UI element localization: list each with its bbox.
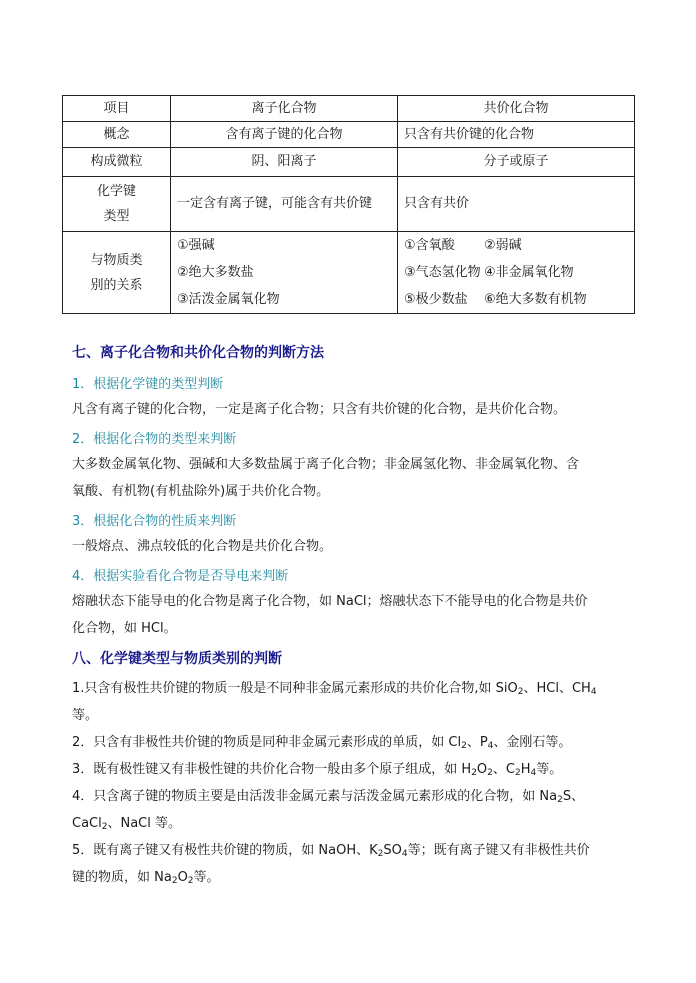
method1-title: 1．根据化学键的类型判断 bbox=[72, 377, 224, 392]
header-ionic: 离子化合物 bbox=[171, 96, 398, 122]
table-header-row bbox=[63, 96, 635, 122]
comparison-table bbox=[62, 95, 635, 314]
list-item bbox=[404, 259, 628, 286]
table-row bbox=[63, 148, 635, 177]
covalent-particles: 分子或原子 bbox=[398, 148, 635, 177]
covalent-class-5: ⑤极少数盐 bbox=[404, 292, 468, 307]
list-item: ②绝大多数盐 bbox=[177, 265, 254, 280]
list-item: ③活泼金属氧化物 bbox=[177, 292, 280, 307]
method3-title: 3．根据化合物的性质来判断 bbox=[72, 514, 237, 529]
row-label-bond-type bbox=[63, 177, 171, 232]
method4-text-line2: 化合物，如 HCl。 bbox=[72, 621, 177, 636]
covalent-class-6: ⑥绝大多数有机物 bbox=[484, 292, 587, 307]
table-row bbox=[63, 177, 635, 232]
covalent-class-list bbox=[398, 232, 635, 314]
list-item bbox=[404, 286, 628, 313]
ionic-particles: 阴、阳离子 bbox=[171, 148, 398, 177]
class-label-line1: 与物质类 bbox=[90, 252, 143, 268]
item5-line1: 5．既有离子键又有极性共价键的物质，如 NaOH、$K_2SO_4$等；既有离子键又有非极性共价 bbox=[72, 843, 590, 859]
header-item: 项目 bbox=[63, 96, 171, 122]
covalent-class-1: ①含氧酸 bbox=[404, 238, 455, 253]
list-item bbox=[404, 232, 628, 259]
method2-title: 2．根据化合物的类型来判断 bbox=[72, 432, 237, 447]
ionic-bond-type: 一定含有离子键，可能含有共价键 bbox=[171, 177, 398, 232]
list-item: ①强碱 bbox=[177, 238, 215, 253]
covalent-bond-type: 只含有共价 bbox=[398, 177, 635, 232]
method2-text-line2: 氧酸、有机物(有机盐除外)属于共价化合物。 bbox=[72, 484, 330, 499]
item4-line1: 4．只含离子键的物质主要是由活泼非金属元素与活泼金属元素形成的化合物，如 $Na_2S$、 bbox=[72, 789, 585, 805]
ionic-class-list bbox=[171, 232, 398, 314]
ionic-definition: 含有离子键的化合物 bbox=[171, 122, 398, 148]
table-row bbox=[63, 232, 635, 314]
table-row bbox=[63, 122, 635, 148]
row-label-definition: 概念 bbox=[63, 122, 171, 148]
method4-title: 4．根据实验看化合物是否导电来判断 bbox=[72, 569, 289, 584]
method2-text-line1: 大多数金属氧化物、强碱和大多数盐属于离子化合物；非金属氢化物、非金属氧化物、含 bbox=[72, 457, 580, 472]
item3: 3．既有极性键又有非极性键的共价化合物一般由多个原子组成，如 $H_2O_2$、$C_2H_4$等。 bbox=[72, 762, 563, 778]
item5-line2: 键的物质，如 $Na_2O_2$等。 bbox=[72, 870, 220, 886]
bond-type-label-line1: 化学键 bbox=[96, 184, 136, 199]
method4-text-line1: 熔融状态下能导电的化合物是离子化合物，如 NaCl；熔融状态下不能导电的化合物是共价 bbox=[72, 594, 588, 609]
header-covalent: 共价化合物 bbox=[398, 96, 635, 122]
method3-text: 一般熔点、沸点较低的化合物是共价化合物。 bbox=[72, 539, 333, 554]
section7-title: 七、离子化合物和共价化合物的判断方法 bbox=[72, 345, 324, 361]
item2: 2．只含有非极性共价键的物质是同种非金属元素形成的单质，如 $Cl_2$、$P_4$、金刚石等。 bbox=[72, 735, 572, 751]
method1-text: 凡含有离子键的化合物，一定是离子化合物；只含有共价键的化合物，是共价化合物。 bbox=[72, 402, 567, 417]
bond-type-label-line2: 类型 bbox=[103, 209, 130, 224]
item4-line2: CaCl$_2$、NaCl 等。 bbox=[72, 816, 181, 832]
class-label-line2: 别的关系 bbox=[90, 277, 143, 293]
row-label-particles: 构成微粒 bbox=[63, 148, 171, 177]
item1-line1: 1.只含有极性共价键的物质一般是不同种非金属元素形成的共价化合物,如 SiO$_2$、HCl、$CH_4$ bbox=[72, 681, 597, 697]
covalent-definition: 只含有共价键的化合物 bbox=[398, 122, 635, 148]
section8-title: 八、化学键类型与物质类别的判断 bbox=[72, 651, 282, 667]
row-label-class-relation bbox=[63, 232, 171, 314]
covalent-class-4: ④非金属氧化物 bbox=[484, 265, 574, 280]
covalent-class-3: ③气态氢化物 bbox=[404, 265, 481, 280]
item1-line2: 等。 bbox=[72, 708, 99, 723]
covalent-class-2: ②弱碱 bbox=[484, 238, 522, 253]
